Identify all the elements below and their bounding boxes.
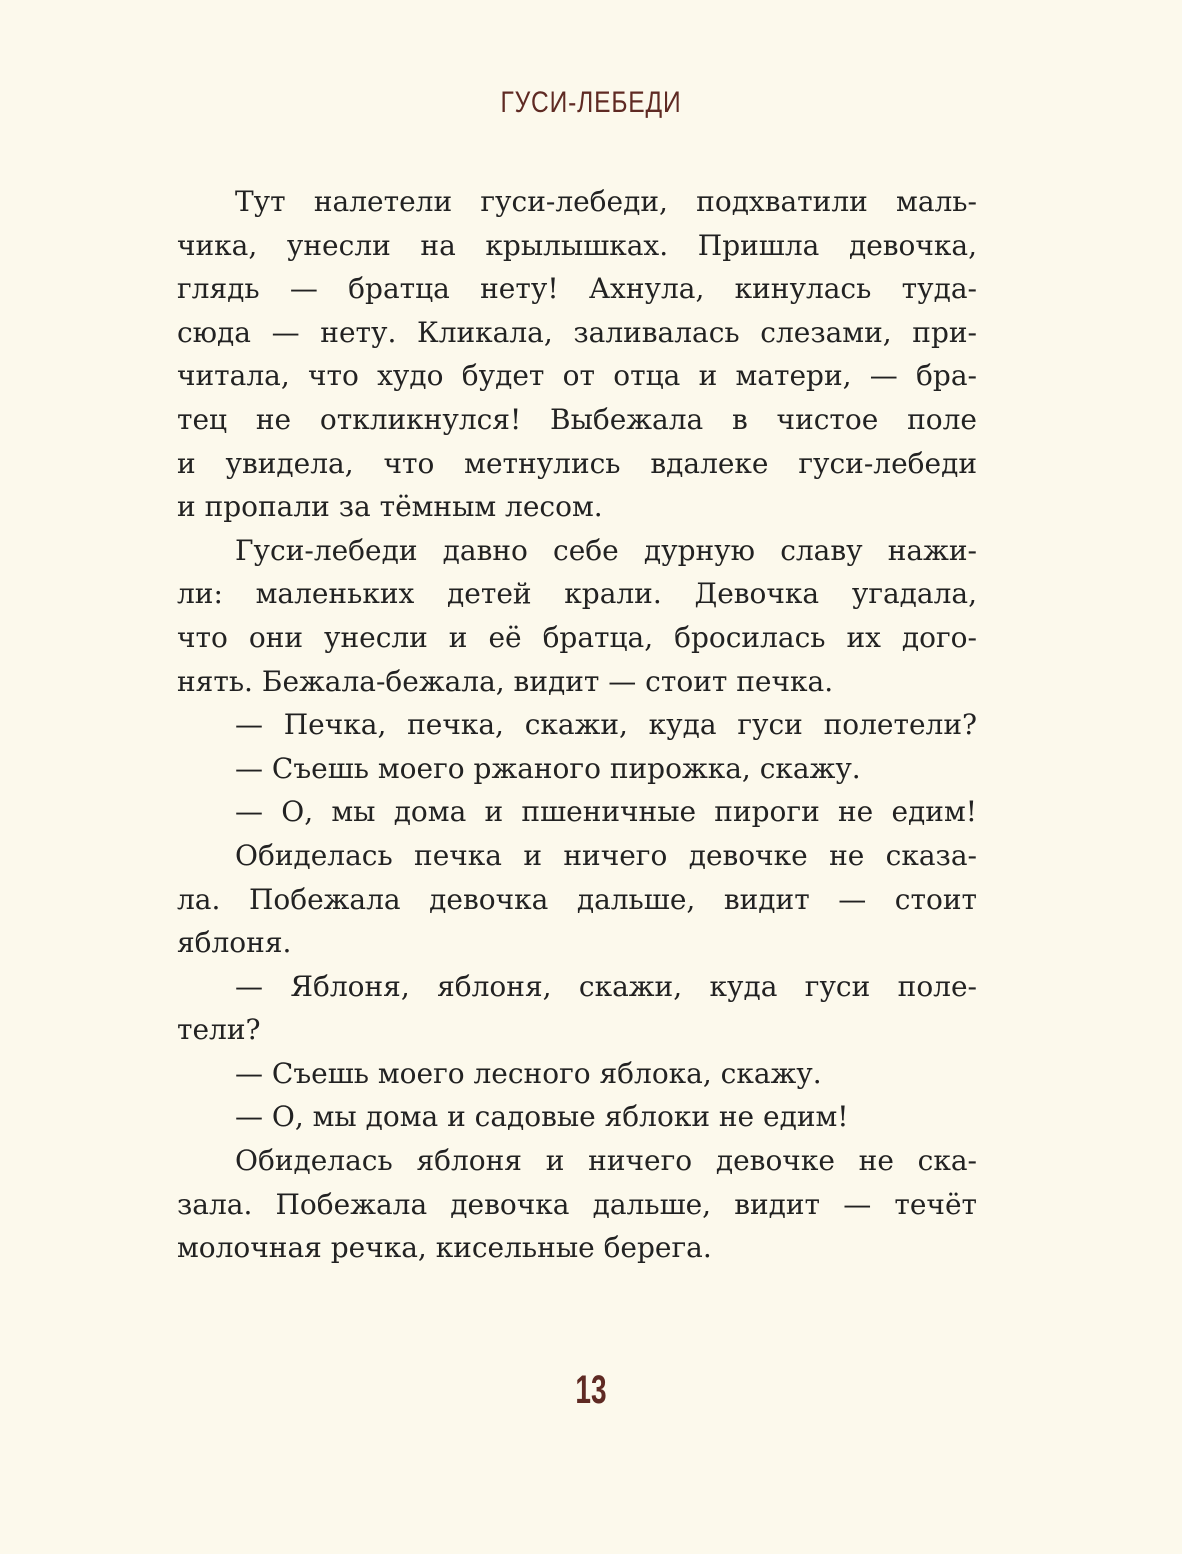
dialogue-line: — Съешь моего ржаного пирожка, скажу. xyxy=(235,751,861,785)
text-line: ли: маленьких детей крали. Девочка угадала, xyxy=(177,577,977,611)
text-line: сюда — нету. Кликала, заливалась слезами, при- xyxy=(177,315,977,349)
dialogue-line: — Печка, печка, скажи, куда гуси полетели? xyxy=(235,708,977,742)
dialogue-line: тели? xyxy=(177,1013,261,1047)
dialogue-line: — О, мы дома и садовые яблоки не едим! xyxy=(235,1100,849,1134)
text-line: глядь — братца нету! Ахнула, кинулась туда- xyxy=(177,272,977,306)
text-line: Гуси-лебеди давно себе дурную славу нажи- xyxy=(235,533,977,567)
body-text xyxy=(177,180,977,1270)
text-line: Тут налетели гуси-лебеди, подхватили маль- xyxy=(235,185,977,218)
text-line: тец не откликнулся! Выбежала в чистое поле xyxy=(177,402,977,436)
text-line: молочная речка, кисельные берега. xyxy=(177,1231,712,1265)
text-line: Обиделась печка и ничего девочке не сказа- xyxy=(235,838,977,872)
text-line: и увидела, что метнулись вдалеке гуси-лебеди xyxy=(177,446,977,480)
dialogue-line: — Яблоня, яблоня, скажи, куда гуси поле- xyxy=(235,969,977,1003)
text-line: что они унесли и её братца, бросилась их дого- xyxy=(177,620,977,654)
text-line: нять. Бежала-бежала, видит — стоит печка. xyxy=(177,664,834,698)
running-title: ГУСИ-ЛЕБЕДИ xyxy=(500,86,682,119)
text-line: читала, что худо будет от отца и матери, — бра- xyxy=(177,359,977,393)
text-line: чика, унесли на крылышках. Пришла девочка, xyxy=(177,228,977,262)
dialogue-line: — О, мы дома и пшеничные пироги не едим! xyxy=(235,795,977,829)
page-number: 13 xyxy=(575,1368,607,1412)
text-line: яблоня. xyxy=(177,926,292,960)
text-line: и пропали за тёмным лесом. xyxy=(177,490,603,524)
text-line: Обиделась яблоня и ничего девочке не ска- xyxy=(235,1144,977,1178)
dialogue-line: — Съешь моего лесного яблока, скажу. xyxy=(235,1056,822,1090)
text-line: ла. Побежала девочка дальше, видит — стоит xyxy=(177,882,977,916)
text-line: зала. Побежала девочка дальше, видит — течёт xyxy=(177,1187,977,1221)
